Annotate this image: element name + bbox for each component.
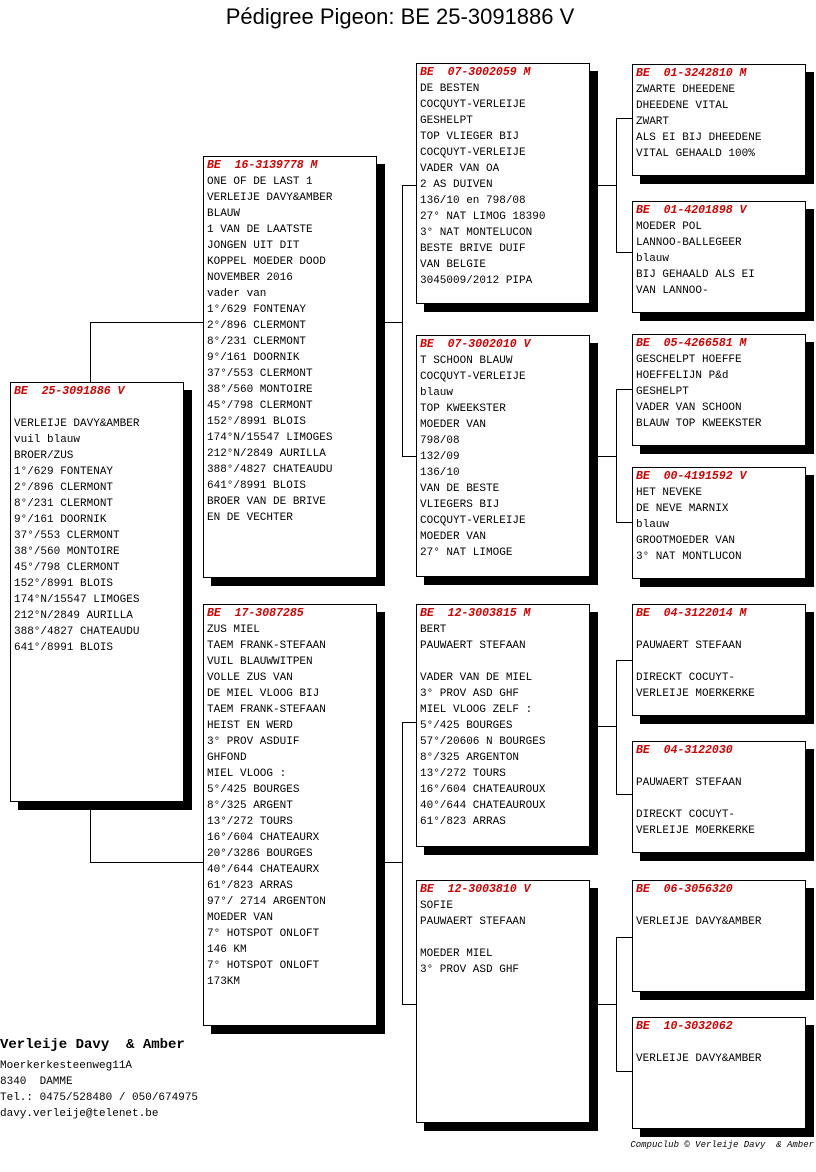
pigeon-info-line: BROER/ZUS <box>14 450 74 462</box>
pigeon-info-line: 2°/896 CLERMONT <box>14 482 114 494</box>
pigeon-info-line: TAEM FRANK-STEFAAN <box>207 640 326 652</box>
pigeon-info-line: 2 AS DUIVEN <box>420 179 493 191</box>
pigeon-card-fmm[interactable] <box>632 467 806 579</box>
pigeon-info-line <box>420 654 586 670</box>
pigeon-info-line: vuil blauw <box>14 434 81 446</box>
pigeon-info-line: DE BESTEN <box>420 83 480 95</box>
pigeon-info-line: 174°N/15547 LIMOGES <box>14 594 140 606</box>
breeder-email[interactable]: davy.verleije@telenet.be <box>0 1108 159 1120</box>
pigeon-info-line: PAUWAERT STEFAAN <box>636 640 742 652</box>
pigeon-info-line: 136/10 en 798/08 <box>420 195 526 207</box>
ring-number: BE 05-4266581 M <box>636 337 747 350</box>
pigeon-info-line <box>636 759 802 775</box>
pigeon-info-line: BLAUW <box>207 208 241 220</box>
pigeon-info-line: 38°/560 MONTOIRE <box>207 384 313 396</box>
connector-line <box>402 185 416 186</box>
pigeon-info-line: VUIL BLAUWWITPEN <box>207 656 313 668</box>
ring-number: BE 07-3002059 M <box>420 66 531 79</box>
pigeon-info-line: 5°/425 BOURGES <box>207 784 300 796</box>
connector-line <box>616 660 632 661</box>
connector-line <box>616 252 632 253</box>
pigeon-info-line: 132/09 <box>420 451 460 463</box>
connector-line <box>616 118 632 119</box>
pigeon-info-line <box>636 654 802 670</box>
pigeon-info-line: MOEDER VAN <box>207 912 274 924</box>
pigeon-info-line: 8°/231 CLERMONT <box>14 498 114 510</box>
pigeon-info-line: COCQUYT-VERLEIJE <box>420 99 526 111</box>
pigeon-info-line: PAUWAERT STEFAAN <box>420 916 526 928</box>
pigeon-info-line: DIRECKT COCUYT- <box>636 809 736 821</box>
pigeon-info-line: MOEDER VAN <box>420 419 487 431</box>
pigeon-info-line: 174°N/15547 LIMOGES <box>207 432 333 444</box>
pigeon-info-line: VADER VAN SCHOON <box>636 402 742 414</box>
pigeon-info-line: 27° NAT LIMOGE <box>420 547 513 559</box>
connector-line <box>402 722 416 723</box>
pigeon-card-mff[interactable] <box>632 604 806 716</box>
pigeon-info-line: GESCHELPT HOEFFE <box>636 354 742 366</box>
pigeon-info-line: GHFOND <box>207 752 247 764</box>
pigeon-info-line: MOEDER VAN <box>420 531 487 543</box>
pigeon-info-line: 61°/823 ARRAS <box>420 816 506 828</box>
pigeon-card-mfm[interactable] <box>632 741 806 853</box>
pigeon-info-line: VERLEIJE DAVY&AMBER <box>636 1053 762 1065</box>
pigeon-info-line: VADER VAN OA <box>420 163 500 175</box>
pigeon-info-line: VLIEGERS BIJ <box>420 499 500 511</box>
ring-number: BE 12-3003815 M <box>420 607 531 620</box>
pigeon-info-line: 97°/ 2714 ARGENTON <box>207 896 326 908</box>
ring-number: BE 06-3056320 <box>636 883 733 896</box>
pigeon-info-line: 9°/161 DOORNIK <box>14 514 107 526</box>
pigeon-card-fm[interactable] <box>416 335 590 577</box>
pigeon-info-line: 3° NAT MONTLUCON <box>636 551 742 563</box>
pigeon-info-line: VERLEIJE DAVY&AMBER <box>14 418 140 430</box>
pigeon-info-line: 9°/161 DOORNIK <box>207 352 300 364</box>
pigeon-info-line: VAN BELGIE <box>420 259 487 271</box>
pigeon-info-line: 37°/553 CLERMONT <box>14 530 120 542</box>
footer-credit: Compuclub © Verleije Davy & Amber <box>630 1140 814 1150</box>
pigeon-info-line: 38°/560 MONTOIRE <box>14 546 120 558</box>
pigeon-info-line: 13°/272 TOURS <box>207 816 293 828</box>
pigeon-info-line: JONGEN UIT DIT <box>207 240 300 252</box>
pigeon-info-line: 173KM <box>207 976 241 988</box>
pigeon-info-line: ONE OF DE LAST 1 <box>207 176 313 188</box>
pigeon-info-line <box>636 622 802 638</box>
pigeon-info-line: 8°/325 ARGENT <box>207 800 293 812</box>
pigeon-info-line: VAN DE BESTE <box>420 483 500 495</box>
pigeon-info-line: TOP VLIEGER BIJ <box>420 131 520 143</box>
pigeon-info-line: LANNOO-BALLEGEER <box>636 237 742 249</box>
pigeon-info-line: KOPPEL MOEDER DOOD <box>207 256 326 268</box>
breeder-city: 8340 DAMME <box>0 1076 73 1088</box>
connector-line <box>90 862 204 863</box>
connector-line <box>90 322 204 323</box>
pigeon-card-ff[interactable] <box>416 63 590 304</box>
pigeon-info-line: 16°/604 CHATEAURX <box>207 832 320 844</box>
pigeon-info-line: MIEL VLOOG ZELF : <box>420 704 533 716</box>
pigeon-info-line: COCQUYT-VERLEIJE <box>420 515 526 527</box>
ring-number: BE 04-3122030 <box>636 744 733 757</box>
pigeon-info-line: PAUWAERT STEFAAN <box>420 640 526 652</box>
pigeon-info-line: 212°N/2849 AURILLA <box>14 610 133 622</box>
connector-line <box>376 322 402 323</box>
connector-line <box>616 660 617 795</box>
pigeon-info-line: VERLEIJE MOERKERKE <box>636 825 755 837</box>
ring-number: BE 25-3091886 V <box>14 385 125 398</box>
ring-number: BE 04-3122014 M <box>636 607 747 620</box>
pigeon-info-line: TAEM FRANK-STEFAAN <box>207 704 326 716</box>
connector-line <box>616 1071 632 1072</box>
pigeon-info-line <box>636 898 802 914</box>
connector-line <box>402 185 403 457</box>
pigeon-info-line: VADER VAN DE MIEL <box>420 672 533 684</box>
connector-line <box>616 389 617 523</box>
connector-line <box>616 389 632 390</box>
pigeon-info-line: HOEFFELIJN P&d <box>636 370 729 382</box>
pigeon-info-line: blauw <box>420 387 454 399</box>
pigeon-info-line: 798/08 <box>420 435 460 447</box>
pigeon-info-line: HET NEVEKE <box>636 487 703 499</box>
pigeon-info-line: ZWART <box>636 116 670 128</box>
pigeon-info-line: BROER VAN DE BRIVE <box>207 496 326 508</box>
pigeon-info-line: 45°/798 CLERMONT <box>14 562 120 574</box>
pigeon-card-ffm[interactable] <box>632 201 806 313</box>
connector-line <box>590 726 616 727</box>
pigeon-info-line: 3° NAT MONTELUCON <box>420 227 533 239</box>
pigeon-info-line: GROOTMOEDER VAN <box>636 535 736 547</box>
pigeon-info-line: HEIST EN WERD <box>207 720 293 732</box>
ring-number: BE 12-3003810 V <box>420 883 531 896</box>
breeder-street: Moerkerkesteenweg11A <box>0 1060 133 1072</box>
pigeon-info-line: DE NEVE MARNIX <box>636 503 729 515</box>
pigeon-info-line: 7° HOTSPOT ONLOFT <box>207 960 320 972</box>
pigeon-info-line: VERLEIJE MOERKERKE <box>636 688 755 700</box>
connector-line <box>616 794 632 795</box>
pigeon-info-line: PAUWAERT STEFAAN <box>636 777 742 789</box>
pigeon-info-line: BESTE BRIVE DUIF <box>420 243 526 255</box>
pigeon-info-line: 16°/604 CHATEAUROUX <box>420 784 546 796</box>
pigeon-info-line: GESHELPT <box>420 115 473 127</box>
pigeon-info-line: BLAUW TOP KWEEKSTER <box>636 418 762 430</box>
pigeon-info-line: MOEDER MIEL <box>420 948 493 960</box>
pigeon-info-line: SOFIE <box>420 900 454 912</box>
pigeon-info-line: 2°/896 CLERMONT <box>207 320 307 332</box>
pigeon-info-line: VOLLE ZUS VAN <box>207 672 293 684</box>
pigeon-info-line: 57°/20606 N BOURGES <box>420 736 546 748</box>
page-title: Pédigree Pigeon: BE 25-3091886 V <box>225 4 575 29</box>
pigeon-info-line: VITAL GEHAALD 100% <box>636 148 755 160</box>
pigeon-info-line: 152°/8991 BLOIS <box>14 578 114 590</box>
pigeon-info-line: NOVEMBER 2016 <box>207 272 293 284</box>
connector-line <box>90 803 91 863</box>
pigeon-info-line: T SCHOON BLAUW <box>420 355 513 367</box>
connector-line <box>402 722 403 1005</box>
pigeon-info-line: 1°/629 FONTENAY <box>207 304 307 316</box>
connector-line <box>616 937 617 1072</box>
pigeon-card-mm[interactable] <box>416 880 590 1123</box>
pigeon-info-line: 3° PROV ASDUIF <box>207 736 300 748</box>
pigeon-info-line: ZUS MIEL <box>207 624 260 636</box>
connector-line <box>616 937 632 938</box>
pigeon-info-line: ALS EI BIJ DHEEDENE <box>636 132 762 144</box>
pigeon-info-line: COCQUYT-VERLEIJE <box>420 371 526 383</box>
pigeon-card-subject[interactable] <box>10 382 184 802</box>
connector-line <box>590 185 616 186</box>
pigeon-info-line: VERLEIJE DAVY&AMBER <box>636 916 762 928</box>
pigeon-card-mmf[interactable] <box>632 880 806 992</box>
connector-line <box>590 1004 616 1005</box>
pigeon-info-line: DHEEDENE VITAL <box>636 100 729 112</box>
pigeon-info-line: DIRECKT COCUYT- <box>636 672 736 684</box>
ring-number: BE 01-3242810 M <box>636 67 747 80</box>
pigeon-info-line: ZWARTE DHEEDENE <box>636 84 736 96</box>
pigeon-info-line: 146 KM <box>207 944 247 956</box>
pigeon-info-line: 8°/325 ARGENTON <box>420 752 520 764</box>
pigeon-info-line: 61°/823 ARRAS <box>207 880 293 892</box>
pigeon-card-fff[interactable] <box>632 64 806 176</box>
pigeon-info-line: 40°/644 CHATEAUROUX <box>420 800 546 812</box>
pigeon-info-line: 7° HOTSPOT ONLOFT <box>207 928 320 940</box>
pigeon-info-line: blauw <box>636 253 670 265</box>
breeder-phone: Tel.: 0475/528480 / 050/674975 <box>0 1092 199 1104</box>
pigeon-info-line: 641°/8991 BLOIS <box>207 480 307 492</box>
pigeon-info-line: TOP KWEEKSTER <box>420 403 506 415</box>
pigeon-info-line: 136/10 <box>420 467 460 479</box>
pigeon-info-line: 37°/553 CLERMONT <box>207 368 313 380</box>
connector-line <box>90 322 91 384</box>
connector-line <box>616 118 617 253</box>
pigeon-info-line: 152°/8991 BLOIS <box>207 416 307 428</box>
pigeon-info-line <box>14 400 180 416</box>
pigeon-info-line: MOEDER POL <box>636 221 703 233</box>
ring-number: BE 16-3139778 M <box>207 159 318 172</box>
pigeon-info-line: 3° PROV ASD GHF <box>420 688 520 700</box>
pigeon-info-line <box>636 1035 802 1051</box>
pigeon-info-line: VAN LANNOO- <box>636 285 709 297</box>
pigeon-info-line: GESHELPT <box>636 386 689 398</box>
pigeon-info-line: 13°/272 TOURS <box>420 768 506 780</box>
connector-line <box>590 456 616 457</box>
ring-number: BE 01-4201898 V <box>636 204 747 217</box>
connector-line <box>402 1004 416 1005</box>
pigeon-info-line: 212°N/2849 AURILLA <box>207 448 326 460</box>
pigeon-info-line: 641°/8991 BLOIS <box>14 642 114 654</box>
pigeon-info-line: 40°/644 CHATEAURX <box>207 864 320 876</box>
breeder-address <box>0 1036 198 1122</box>
pigeon-info-line: EN DE VECHTER <box>207 512 293 524</box>
pigeon-info-line: 3° PROV ASD GHF <box>420 964 520 976</box>
ring-number: BE 17-3087285 <box>207 607 304 620</box>
pigeon-info-line <box>420 930 586 946</box>
pigeon-card-mother[interactable] <box>203 604 377 1026</box>
pigeon-info-line: DE MIEL VLOOG BIJ <box>207 688 320 700</box>
pigeon-info-line: 388°/4827 CHATEAUDU <box>207 464 333 476</box>
ring-number: BE 10-3032062 <box>636 1020 733 1033</box>
connector-line <box>616 522 632 523</box>
pigeon-card-father[interactable] <box>203 156 377 578</box>
pigeon-info-line: 8°/231 CLERMONT <box>207 336 307 348</box>
pigeon-info-line: VERLEIJE DAVY&AMBER <box>207 192 333 204</box>
pigeon-info-line: vader van <box>207 288 267 300</box>
pigeon-info-line: COCQUYT-VERLEIJE <box>420 147 526 159</box>
pigeon-info-line: 388°/4827 CHATEAUDU <box>14 626 140 638</box>
pigeon-info-line <box>636 791 802 807</box>
pigeon-card-fmf[interactable] <box>632 334 806 446</box>
pigeon-card-mf[interactable] <box>416 604 590 847</box>
pigeon-info-line: 1°/629 FONTENAY <box>14 466 114 478</box>
pigeon-info-line: 20°/3286 BOURGES <box>207 848 313 860</box>
pigeon-info-line: 1 VAN DE LAATSTE <box>207 224 313 236</box>
pigeon-info-line: 45°/798 CLERMONT <box>207 400 313 412</box>
pigeon-info-line: BERT <box>420 624 447 636</box>
pigeon-info-line: blauw <box>636 519 670 531</box>
pigeon-info-line: 3045009/2012 PIPA <box>420 275 533 287</box>
pigeon-info-line: MIEL VLOOG : <box>207 768 287 780</box>
pigeon-info-line: 27° NAT LIMOG 18390 <box>420 211 546 223</box>
breeder-name: Verleije Davy & Amber <box>0 1037 185 1053</box>
ring-number: BE 00-4191592 V <box>636 470 747 483</box>
connector-line <box>376 862 402 863</box>
connector-line <box>402 456 416 457</box>
pigeon-info-line: 5°/425 BOURGES <box>420 720 513 732</box>
pigeon-card-mmm[interactable] <box>632 1017 806 1129</box>
pigeon-info-line: BIJ GEHAALD ALS EI <box>636 269 755 281</box>
ring-number: BE 07-3002010 V <box>420 338 531 351</box>
